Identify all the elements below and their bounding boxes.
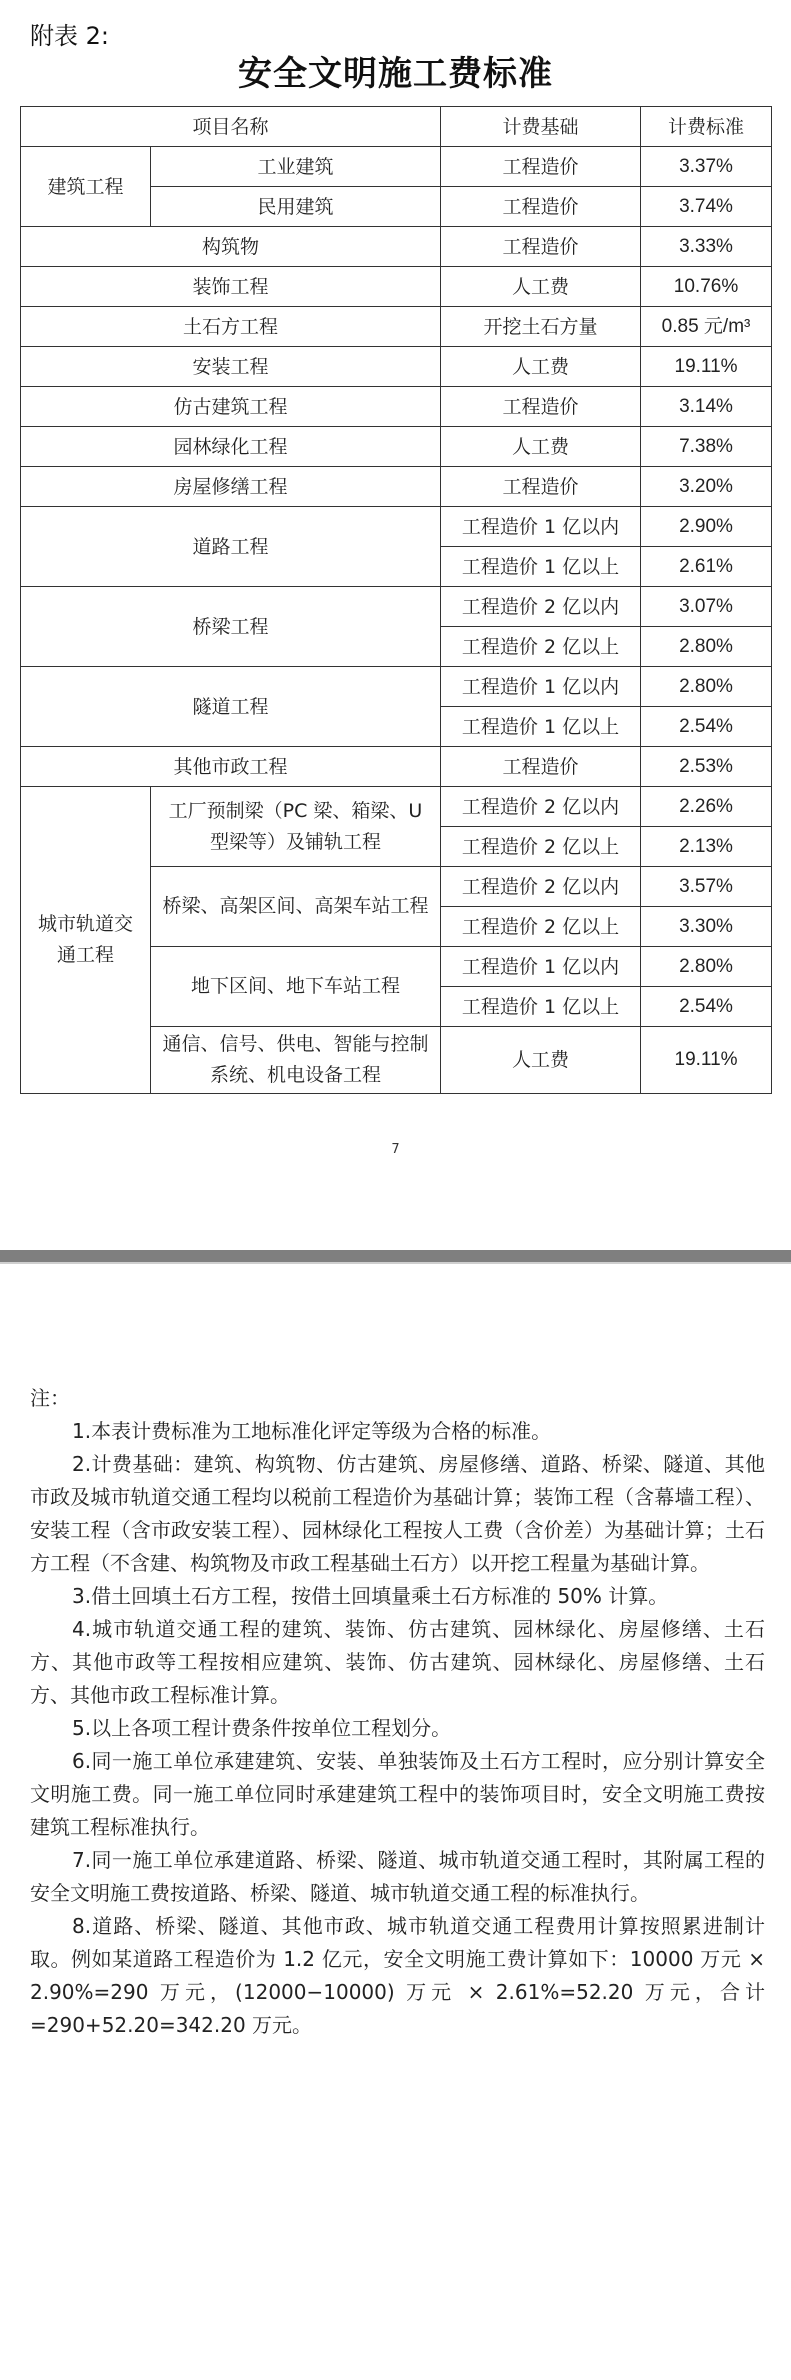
table-row	[21, 787, 772, 827]
item-basis: 人工费	[441, 267, 641, 307]
item-rate: 3.30%	[641, 907, 772, 947]
item-rate: 3.20%	[641, 467, 772, 507]
item-basis: 工程造价 2 亿以内	[441, 587, 641, 627]
item-rate: 0.85 元/m³	[641, 307, 772, 347]
note-item: 4.城市轨道交通工程的建筑、装饰、仿古建筑、园林绿化、房屋修缮、土石方、其他市政等工程按相应建筑、装饰、仿古建筑、园林绿化、房屋修缮、土石方、其他市政工程标准计算。	[30, 1617, 765, 1707]
header-fee-basis: 计费基础	[441, 107, 641, 147]
item-name: 通信、信号、供电、智能与控制系统、机电设备工程	[151, 1027, 441, 1094]
item-basis: 工程造价 1 亿以内	[441, 667, 641, 707]
item-basis: 人工费	[441, 347, 641, 387]
item-name: 地下区间、地下车站工程	[151, 947, 441, 1027]
item-basis: 工程造价	[441, 147, 641, 187]
table-row	[21, 587, 772, 627]
item-name: 园林绿化工程	[21, 427, 441, 467]
table-row	[21, 227, 772, 267]
note-item: 1.本表计费标准为工地标准化评定等级为合格的标准。	[72, 1419, 552, 1443]
item-name: 道路工程	[21, 507, 441, 587]
table-row	[21, 427, 772, 467]
item-basis: 工程造价 1 亿以上	[441, 707, 641, 747]
document-title: 安全文明施工费标准	[238, 54, 553, 94]
item-rate: 2.80%	[641, 947, 772, 987]
item-rate: 2.80%	[641, 667, 772, 707]
note-item: 3.借土回填土石方工程，按借土回填量乘土石方标准的 50% 计算。	[72, 1584, 669, 1608]
item-name: 土石方工程	[21, 307, 441, 347]
item-name: 隧道工程	[21, 667, 441, 747]
item-rate: 2.61%	[641, 547, 772, 587]
item-basis: 工程造价 2 亿以内	[441, 867, 641, 907]
note-item: 8.道路、桥梁、隧道、其他市政、城市轨道交通工程费用计算按照累进制计取。例如某道路工程造价为 1.2 亿元，安全文明施工费计算如下：10000 万元 × 2.90%=290 万元，(12000−10000) 万元 × 2.61%=52.20 万元，合计 =290+52.20=342.20 万元。	[30, 1914, 765, 2037]
item-rate: 3.37%	[641, 147, 772, 187]
fee-standard-table	[20, 106, 772, 1094]
page-separator	[0, 1250, 791, 1262]
item-basis: 开挖土石方量	[441, 307, 641, 347]
item-rate: 10.76%	[641, 267, 772, 307]
table-row	[21, 467, 772, 507]
page-number: 7	[391, 1142, 400, 1157]
item-name: 仿古建筑工程	[21, 387, 441, 427]
item-basis: 工程造价 1 亿以上	[441, 547, 641, 587]
group-building: 建筑工程	[21, 147, 151, 227]
item-rate: 19.11%	[641, 347, 772, 387]
item-name: 工厂预制梁（PC 梁、箱梁、U 型梁等）及铺轨工程	[151, 787, 441, 867]
table-row	[21, 387, 772, 427]
table-row	[21, 347, 772, 387]
table-row	[21, 507, 772, 547]
item-name: 安装工程	[21, 347, 441, 387]
item-basis: 工程造价 2 亿以上	[441, 827, 641, 867]
item-rate: 7.38%	[641, 427, 772, 467]
item-rate: 3.57%	[641, 867, 772, 907]
item-basis: 工程造价 2 亿以内	[441, 787, 641, 827]
notes-heading: 注：	[30, 1386, 70, 1410]
item-rate: 2.54%	[641, 987, 772, 1027]
item-basis: 人工费	[441, 1027, 641, 1094]
item-rate: 19.11%	[641, 1027, 772, 1094]
item-basis: 工程造价 1 亿以内	[441, 507, 641, 547]
item-basis: 人工费	[441, 427, 641, 467]
item-basis: 工程造价	[441, 187, 641, 227]
item-name: 房屋修缮工程	[21, 467, 441, 507]
item-basis: 工程造价 1 亿以上	[441, 987, 641, 1027]
group-urban-rail: 城市轨道交通工程	[21, 787, 151, 1094]
note-item: 5.以上各项工程计费条件按单位工程划分。	[72, 1716, 452, 1740]
item-rate: 2.80%	[641, 627, 772, 667]
item-basis: 工程造价	[441, 747, 641, 787]
item-rate: 2.13%	[641, 827, 772, 867]
header-fee-rate: 计费标准	[641, 107, 772, 147]
item-name: 桥梁工程	[21, 587, 441, 667]
table-row	[21, 267, 772, 307]
table-row	[21, 147, 772, 187]
item-name: 桥梁、高架区间、高架车站工程	[151, 867, 441, 947]
item-rate: 2.26%	[641, 787, 772, 827]
note-item: 2.计费基础：建筑、构筑物、仿古建筑、房屋修缮、道路、桥梁、隧道、其他市政及城市轨道交通工程均以税前工程造价为基础计算；装饰工程（含幕墙工程）、安装工程（含市政安装工程）、园林绿化工程按人工费（含价差）为基础计算；土石方工程（不含建、构筑物及市政工程基础土石方）以开挖工程量为基础计算。	[30, 1452, 765, 1575]
note-item: 7.同一施工单位承建道路、桥梁、隧道、城市轨道交通工程时，其附属工程的安全文明施工费按道路、桥梁、隧道、城市轨道交通工程的标准执行。	[30, 1848, 765, 1905]
table-row	[21, 307, 772, 347]
item-basis: 工程造价 2 亿以上	[441, 627, 641, 667]
item-name: 装饰工程	[21, 267, 441, 307]
item-basis: 工程造价	[441, 227, 641, 267]
item-rate: 3.74%	[641, 187, 772, 227]
item-rate: 3.07%	[641, 587, 772, 627]
note-item: 6.同一施工单位承建建筑、安装、单独装饰及土石方工程时，应分别计算安全文明施工费。同一施工单位同时承建建筑工程中的装饰项目时，安全文明施工费按建筑工程标准执行。	[30, 1749, 765, 1839]
notes-section	[30, 1382, 765, 2042]
item-rate: 2.53%	[641, 747, 772, 787]
item-basis: 工程造价	[441, 387, 641, 427]
item-rate: 2.54%	[641, 707, 772, 747]
item-basis: 工程造价	[441, 467, 641, 507]
appendix-label: 附表 2:	[30, 22, 109, 50]
item-name: 民用建筑	[151, 187, 441, 227]
table-row	[21, 667, 772, 707]
item-name: 构筑物	[21, 227, 441, 267]
item-name: 工业建筑	[151, 147, 441, 187]
header-project-name: 项目名称	[21, 107, 441, 147]
table-header-row	[21, 107, 772, 147]
item-basis: 工程造价 2 亿以上	[441, 907, 641, 947]
item-basis: 工程造价 1 亿以内	[441, 947, 641, 987]
document-page-2	[0, 1264, 791, 2380]
item-rate: 2.90%	[641, 507, 772, 547]
table-row	[21, 747, 772, 787]
item-rate: 3.14%	[641, 387, 772, 427]
item-rate: 3.33%	[641, 227, 772, 267]
item-name: 其他市政工程	[21, 747, 441, 787]
